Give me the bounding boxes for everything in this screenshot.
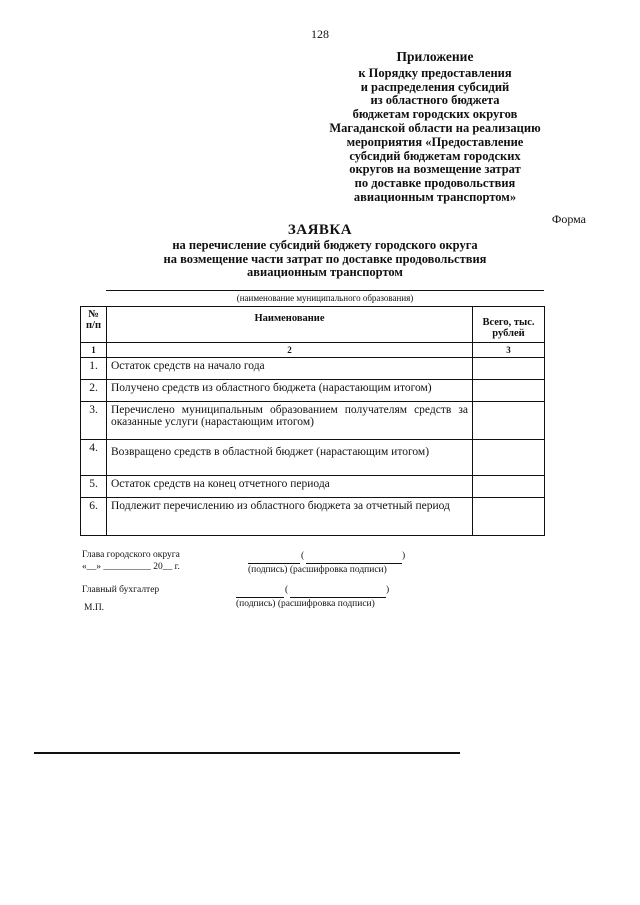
row-value[interactable] xyxy=(473,402,545,440)
appendix-line: и распределения субсидий xyxy=(360,79,510,94)
row-number: 1. xyxy=(81,358,107,380)
subtitle-line: на перечисление субсидий бюджету городского округа xyxy=(172,238,478,252)
appendix-header xyxy=(300,50,570,205)
appendix-title: Приложение xyxy=(396,49,474,64)
appendix-line: бюджетам городских округов xyxy=(352,107,518,122)
appendix-line: к Порядку предоставления xyxy=(358,65,512,80)
accountant-label: Главный бухгалтер xyxy=(82,585,160,595)
accountant-sign-caption: (подпись) (расшифровка подписи) xyxy=(236,599,375,609)
header-name: Наименование xyxy=(107,307,473,343)
document-title: ЗАЯВКА xyxy=(287,222,353,238)
head-name-field[interactable] xyxy=(306,553,402,564)
bottom-rule xyxy=(34,752,460,754)
appendix-line: Магаданской области на реализацию xyxy=(329,120,541,135)
row-number: 4. xyxy=(81,440,107,476)
column-number-row xyxy=(81,343,545,358)
report-table xyxy=(80,306,545,536)
municipality-caption: (наименование муниципального образования) xyxy=(236,293,414,303)
table-row xyxy=(81,358,545,380)
row-name: Перечислено муниципальным образованием получателям средств за оказанные услуги (нарастающим итогом) xyxy=(107,402,473,440)
row-name: Остаток средств на начало года xyxy=(107,358,473,380)
form-label: Форма xyxy=(551,212,586,226)
column-number: 1 xyxy=(81,343,107,358)
table-row xyxy=(81,440,545,476)
municipality-line xyxy=(106,290,544,291)
appendix-line: по доставке продовольствия xyxy=(354,176,516,191)
table-row xyxy=(81,476,545,498)
open-paren: ( xyxy=(285,585,289,595)
subtitle-line: на возмещение части затрат по доставке продовольствия xyxy=(163,251,487,266)
row-value[interactable] xyxy=(473,476,545,498)
table-row xyxy=(81,402,545,440)
row-number: 6. xyxy=(81,498,107,536)
close-paren: ) xyxy=(402,551,406,561)
page-number: 128 xyxy=(311,27,329,41)
close-paren: ) xyxy=(386,585,390,595)
date-line: «__» __________ 20__ г. xyxy=(82,562,180,572)
row-value[interactable] xyxy=(473,440,545,476)
appendix-line: субсидий бюджетам городских xyxy=(349,148,521,163)
table-row xyxy=(81,498,545,536)
row-value[interactable] xyxy=(473,358,545,380)
header-total: Всего, тыс. рублей xyxy=(473,307,545,343)
row-number: 3. xyxy=(81,402,107,440)
appendix-line: авиационным транспортом» xyxy=(353,189,517,204)
row-value[interactable] xyxy=(473,380,545,402)
appendix-line: мероприятия «Предоставление xyxy=(346,134,524,149)
header-num: № п/п xyxy=(81,307,107,343)
row-name: Подлежит перечислению из областного бюджета за отчетный период xyxy=(107,498,473,536)
head-sign-caption: (подпись) (расшифровка подписи) xyxy=(248,565,387,575)
table-row xyxy=(81,380,545,402)
open-paren: ( xyxy=(301,551,305,561)
document-subtitle xyxy=(100,239,550,280)
row-number: 2. xyxy=(81,380,107,402)
row-number: 5. xyxy=(81,476,107,498)
column-number: 2 xyxy=(107,343,473,358)
accountant-signature-field[interactable] xyxy=(236,587,284,598)
row-name: Остаток средств на конец отчетного периода xyxy=(107,476,473,498)
table-header-row xyxy=(81,307,545,343)
seal-label: М.П. xyxy=(84,603,105,613)
accountant-name-field[interactable] xyxy=(290,587,386,598)
subtitle-line: авиационным транспортом xyxy=(247,265,403,279)
appendix-line: из областного бюджета xyxy=(370,93,500,108)
head-label: Глава городского округа xyxy=(82,550,180,560)
row-name: Возвращено средств в областной бюджет (нарастающим итогом) xyxy=(107,440,473,476)
column-number: 3 xyxy=(473,343,545,358)
row-value[interactable] xyxy=(473,498,545,536)
head-signature-field[interactable] xyxy=(248,553,300,564)
row-name: Получено средств из областного бюджета (нарастающим итогом) xyxy=(107,380,473,402)
appendix-line: округов на возмещение затрат xyxy=(349,162,521,177)
